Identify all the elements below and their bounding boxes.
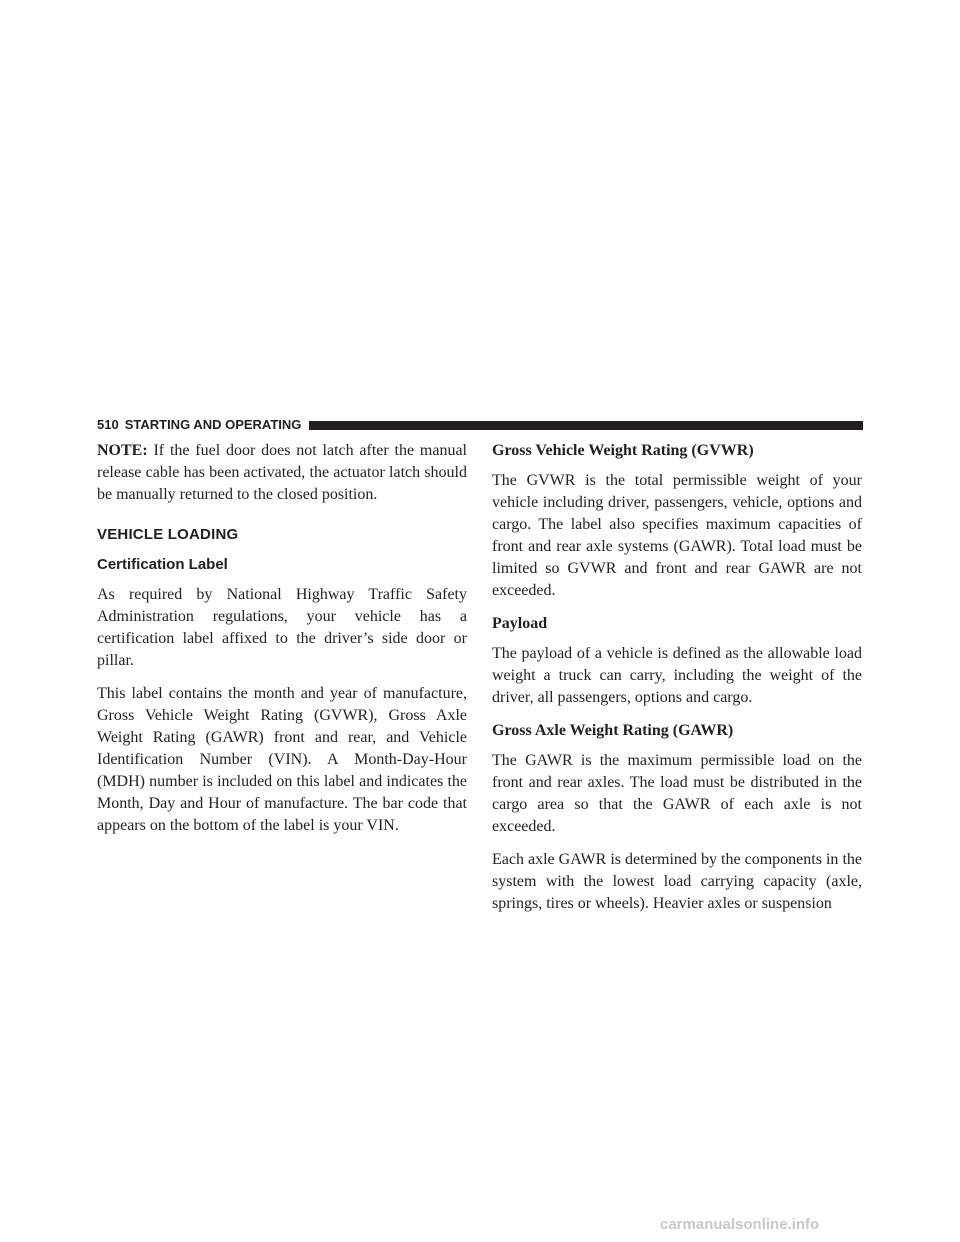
section-title: STARTING AND OPERATING — [124, 417, 302, 432]
heading-gawr: Gross Axle Weight Rating (GAWR) — [492, 722, 734, 739]
note-text: If the fuel door does not latch after the manual release cable has been activated, the actuator latch should be manually returned to the closed position. — [97, 442, 467, 503]
header-rule — [309, 421, 863, 430]
heading-payload: Payload — [492, 615, 548, 632]
paragraph-axle: Each axle GAWR is determined by the components in the system with the lowest load carrying capacity (axle, springs, tires or wheels). Heavier axles or suspension — [492, 851, 862, 912]
paragraph-gawr: The GAWR is the maximum permissible load on the front and rear axles. The load must be distributed in the cargo area so that the GAWR of each axle is not exceeded. — [492, 752, 862, 835]
page-number: 510 — [97, 417, 119, 432]
right-column — [492, 440, 862, 926]
heading-certification-label: Certification Label — [97, 556, 228, 573]
heading-vehicle-loading: VEHICLE LOADING — [97, 526, 239, 543]
paragraph-certification-1: As required by National Highway Traffic Safety Administration regulations, your vehicle has a certification label affixed to the driver’s side door or pillar. — [97, 586, 467, 669]
paragraph-gvwr: The GVWR is the total permissible weight of your vehicle including driver, passengers, vehicle, options and cargo. The label also specifies maximum capacities of front and rear axle systems (GAWR). Total load must be limited so GVWR and front and rear GAWR are not exceeded. — [492, 472, 862, 599]
left-column — [97, 440, 467, 848]
page-header — [97, 418, 863, 432]
watermark: carmanualsonline.info — [660, 1216, 820, 1233]
note-paragraph — [97, 440, 467, 506]
paragraph-certification-2: This label contains the month and year of manufacture, Gross Vehicle Weight Rating (GVWR), Gross Axle Weight Rating (GAWR) front and rear, and Vehicle Identification Number (VIN). A Month-Day-Hour (MDH) number is included on this label and indicates the Month, Day and Hour of manufacture. The bar code that appears on the bottom of the label is your VIN. — [97, 685, 467, 834]
heading-gvwr: Gross Vehicle Weight Rating (GVWR) — [492, 442, 754, 459]
note-label: NOTE: — [97, 442, 148, 459]
paragraph-payload: The payload of a vehicle is defined as the allowable load weight a truck can carry, including the weight of the driver, all passengers, options and cargo. — [492, 645, 862, 706]
